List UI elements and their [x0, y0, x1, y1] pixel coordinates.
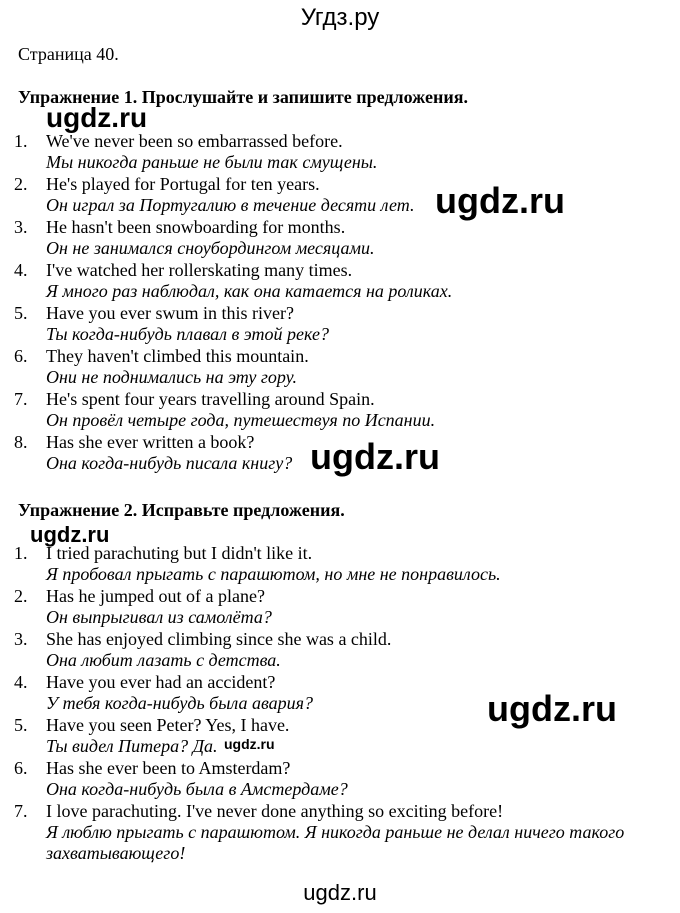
watermark: ugdz.ru [30, 522, 110, 547]
russian-translation: Я много раз наблюдал, как она катается на роликах. [46, 281, 453, 301]
russian-translation: Я пробовал прыгать с парашютом, но мне не понравилось. [46, 564, 501, 584]
page-label: Страница 40. [18, 44, 119, 64]
english-sentence: Has she ever written a book? [46, 432, 255, 452]
russian-translation: Я люблю прыгать с парашютом. Я никогда раньше не делал ничего такого [46, 822, 625, 842]
watermark: ugdz.ru [310, 436, 440, 477]
item-number: 5. [14, 715, 28, 735]
english-sentence: I tried parachuting but I didn't like it. [46, 543, 313, 563]
english-sentence: He's spent four years travelling around Spain. [46, 389, 375, 409]
exercise-1-heading: Упражнение 1. Прослушайте и запишите предложения. [18, 87, 468, 107]
english-sentence: I love parachuting. I've never done anything so exciting before! [46, 801, 504, 821]
english-sentence: Has she ever been to Amsterdam? [46, 758, 291, 778]
russian-translation: Она когда-нибудь писала книгу? [46, 453, 293, 473]
russian-translation: Он не занимался сноубордингом месяцами. [46, 238, 375, 258]
watermark: ugdz.ru [224, 736, 275, 752]
watermark: ugdz.ru [487, 688, 617, 729]
item-number: 1. [14, 543, 28, 563]
english-sentence: Have you ever had an accident? [46, 672, 276, 692]
russian-translation-continued: захватывающего! [46, 843, 186, 863]
english-sentence: She has enjoyed climbing since she was a child. [46, 629, 392, 649]
item-number: 3. [14, 217, 28, 237]
footer-site-title: ugdz.ru [303, 880, 377, 905]
item-number: 2. [14, 174, 28, 194]
russian-translation: Он провёл четыре года, путешествуя по Испании. [46, 410, 436, 430]
exercise-2-heading: Упражнение 2. Исправьте предложения. [18, 500, 345, 520]
russian-translation: Она любит лазать с детства. [46, 650, 281, 670]
watermark: ugdz.ru [435, 180, 565, 221]
item-number: 7. [14, 389, 28, 409]
item-number: 4. [14, 672, 28, 692]
english-sentence: Has he jumped out of a plane? [46, 586, 265, 606]
russian-translation: Мы никогда раньше не были так смущены. [46, 152, 378, 172]
watermark: ugdz.ru [46, 102, 148, 133]
item-number: 3. [14, 629, 28, 649]
russian-translation: Ты когда-нибудь плавал в этой реке? [46, 324, 329, 344]
english-sentence: They haven't climbed this mountain. [46, 346, 309, 366]
item-number: 4. [14, 260, 28, 280]
item-number: 6. [14, 346, 28, 366]
site-title: Угдз.ру [300, 4, 380, 31]
item-number: 6. [14, 758, 28, 778]
russian-translation: У тебя когда-нибудь была авария? [46, 693, 314, 713]
item-number: 8. [14, 432, 28, 452]
english-sentence: He's played for Portugal for ten years. [46, 174, 320, 194]
english-sentence: I've watched her rollerskating many times. [46, 260, 353, 280]
russian-translation: Она когда-нибудь была в Амстердаме? [46, 779, 348, 799]
russian-translation: Он выпрыгивал из самолёта? [46, 607, 272, 627]
russian-translation: Ты видел Питера? Да. [46, 736, 218, 756]
english-sentence: Have you seen Peter? Yes, I have. [46, 715, 290, 735]
russian-translation: Они не поднимались на эту гору. [46, 367, 297, 387]
item-number: 5. [14, 303, 28, 323]
english-sentence: He hasn't been snowboarding for months. [46, 217, 346, 237]
russian-translation: Он играл за Португалию в течение десяти лет. [46, 195, 415, 215]
item-number: 7. [14, 801, 28, 821]
english-sentence: Have you ever swum in this river? [46, 303, 294, 323]
item-number: 1. [14, 131, 28, 151]
english-sentence: We've never been so embarrassed before. [46, 131, 343, 151]
item-number: 2. [14, 586, 28, 606]
